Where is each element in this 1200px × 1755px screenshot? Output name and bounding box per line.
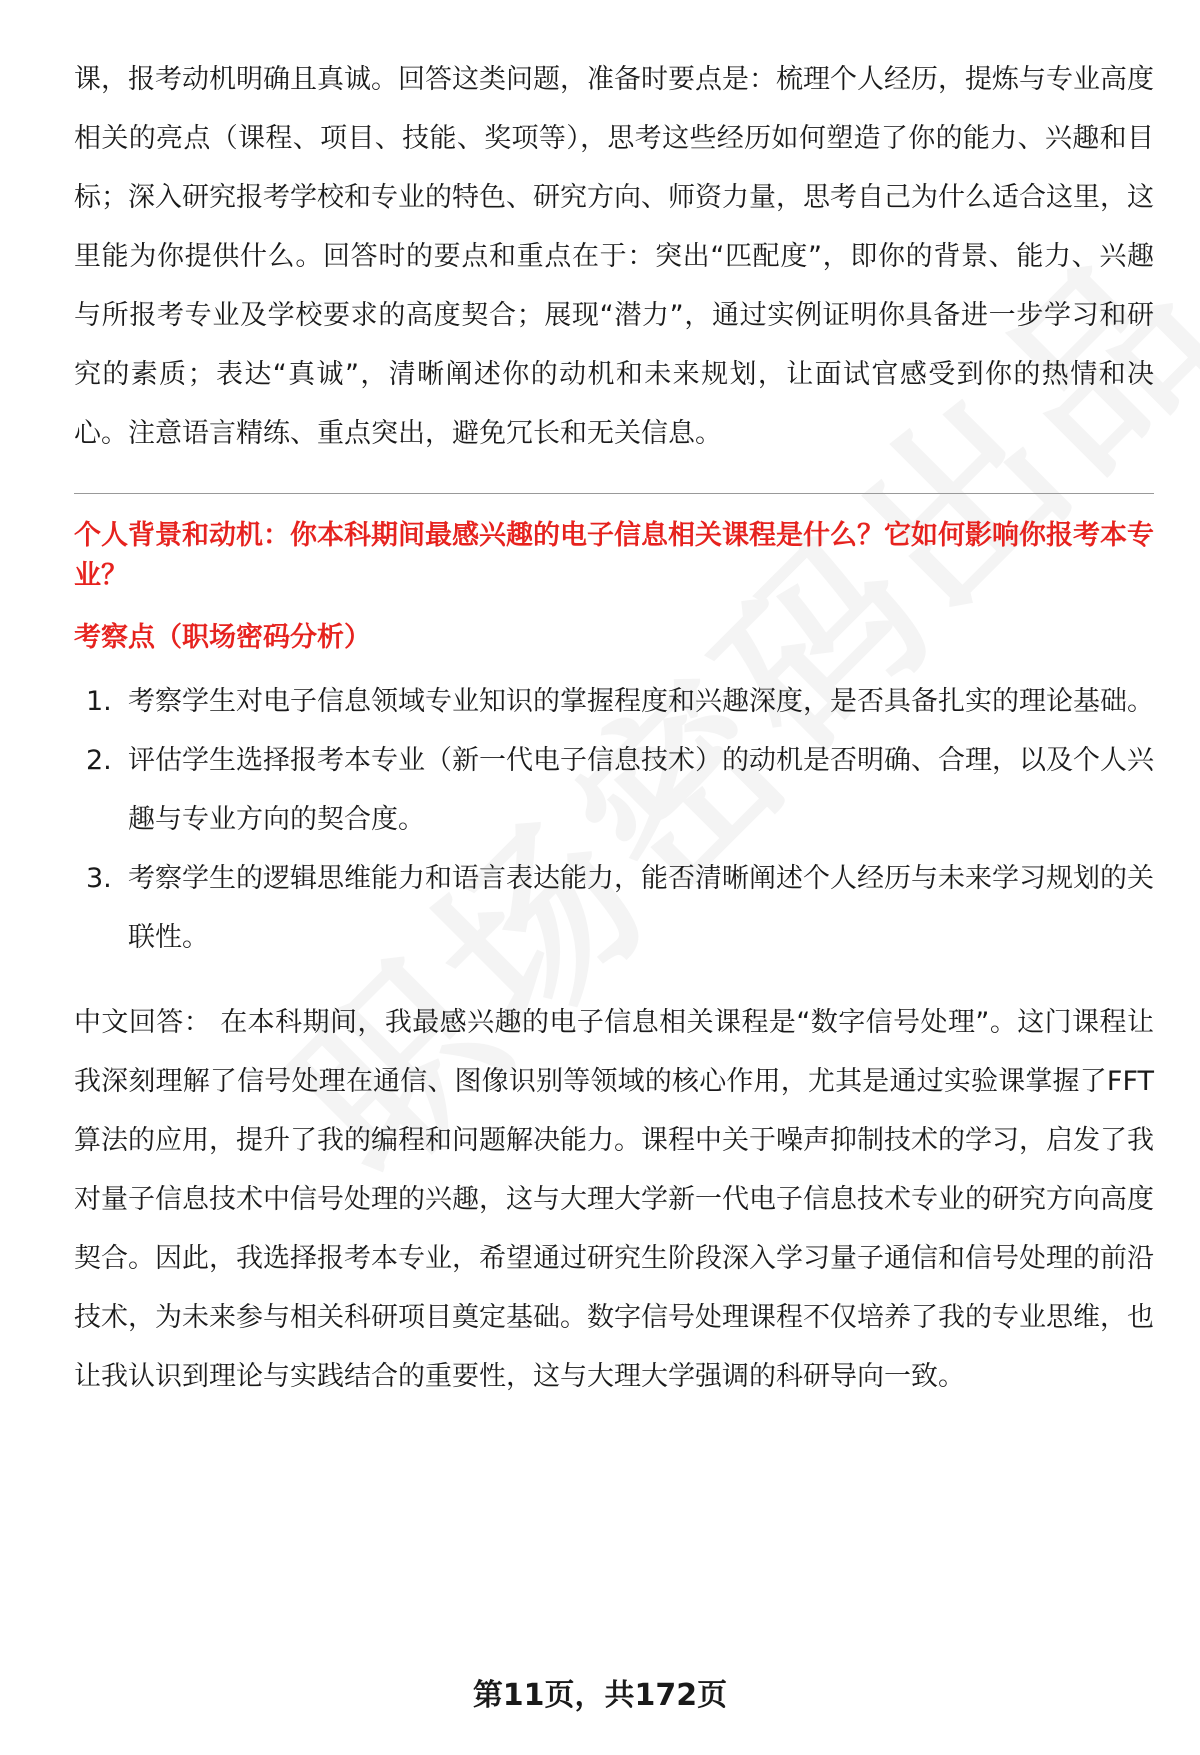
page-content <box>74 50 1154 1406</box>
page-number: 第11页，共172页 <box>472 1678 728 1713</box>
divider <box>74 493 1154 494</box>
list-item-number: 3. <box>86 863 112 894</box>
list-item <box>74 731 1154 849</box>
question-heading: 个人背景和动机：你本科期间最感兴趣的电子信息相关课程是什么？它如何影响你报考本专业？ <box>74 520 1154 591</box>
list-item-text: 评估学生选择报考本专业（新一代电子信息技术）的动机是否明确、合理，以及个人兴趣与专业方向的契合度。 <box>128 745 1154 835</box>
list-item-text: 考察学生对电子信息领域专业知识的掌握程度和兴趣深度，是否具备扎实的理论基础。 <box>128 686 1154 717</box>
list-item-text: 考察学生的逻辑思维能力和语言表达能力，能否清晰阐述个人经历与未来学习规划的关联性。 <box>128 863 1154 953</box>
list-item <box>74 849 1154 967</box>
list-item-number: 2. <box>86 745 112 776</box>
list-item-number: 1. <box>86 686 112 717</box>
answer-paragraph: 中文回答： 在本科期间，我最感兴趣的电子信息相关课程是“数字信号处理”。这门课程让我深刻理解了信号处理在通信、图像识别等领域的核心作用，尤其是通过实验课掌握了FFT算法的应用，提升了我的编程和问题解决能力。课程中关于噪声抑制技术的学习，启发了我对量子信息技术中信号处理的兴趣，这与大理大学新一代电子信息技术专业的研究方向高度契合。因此，我选择报考本专业，希望通过研究生阶段深入学习量子通信和信号处理的前沿技术，为未来参与相关科研项目奠定基础。数字信号处理课程不仅培养了我的专业思维，也让我认识到理论与实践结合的重要性，这与大理大学强调的科研导向一致。 <box>74 1007 1154 1392</box>
intro-paragraph: 课，报考动机明确且真诚。回答这类问题，准备时要点是：梳理个人经历，提炼与专业高度相关的亮点（课程、项目、技能、奖项等），思考这些经历如何塑造了你的能力、兴趣和目标；深入研究报考学校和专业的特色、研究方向、师资力量，思考自己为什么适合这里，这里能为你提供什么。回答时的要点和重点在于：突出“匹配度”，即你的背景、能力、兴趣与所报考专业及学校要求的高度契合；展现“潜力”，通过实例证明你具备进一步学习和研究的素质；表达“真诚”，清晰阐述你的动机和未来规划，让面试官感受到你的热情和决心。注意语言精练、重点突出，避免冗长和无关信息。 <box>74 64 1154 449</box>
points-list <box>74 672 1154 967</box>
section-label: 考察点（职场密码分析） <box>74 622 371 653</box>
list-item <box>74 672 1154 731</box>
